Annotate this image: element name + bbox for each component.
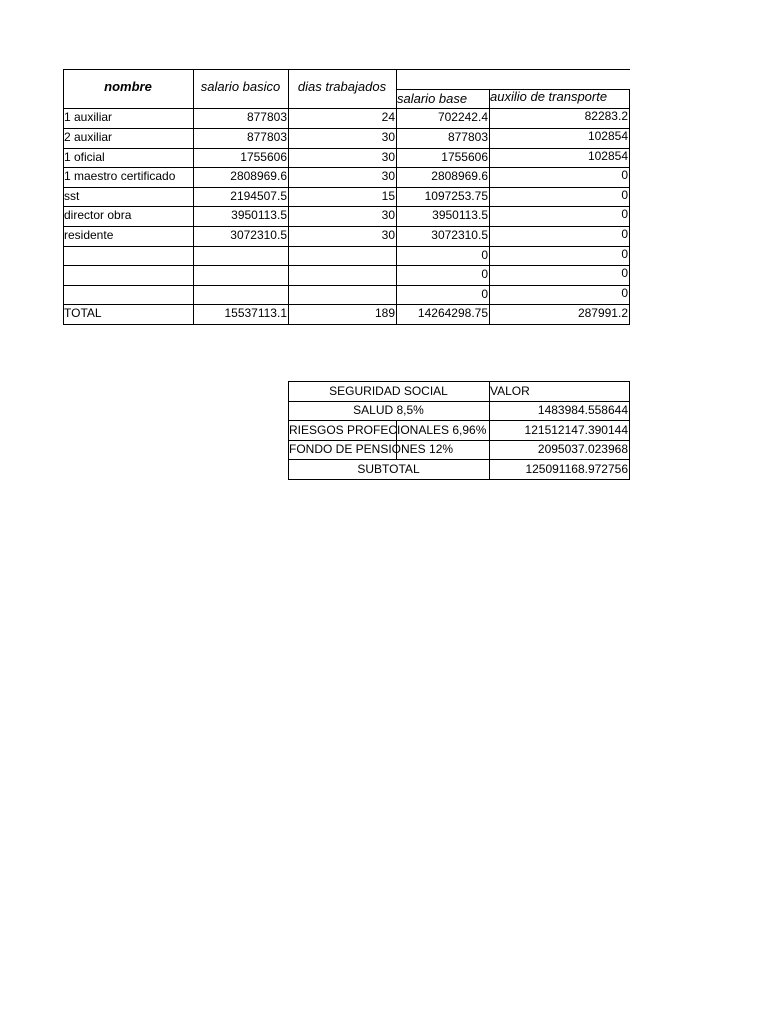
- cell-dias: 15: [381, 189, 395, 203]
- cell-nombre: 1 oficial: [64, 150, 105, 164]
- cell-salario-basico: 2808969.6: [230, 169, 287, 183]
- cell-dias: 30: [381, 169, 395, 183]
- cell-salario-basico: 1755606: [240, 150, 287, 164]
- grid-line: [63, 324, 630, 325]
- total-auxilio: 287991.2: [577, 306, 628, 320]
- cell-salario-basico: 3072310.5: [230, 228, 287, 242]
- header-salario-base: salario base: [397, 91, 468, 106]
- header-dias-trabajados: dias trabajados: [297, 79, 387, 94]
- cell-salario-base: 877803: [447, 130, 488, 144]
- total-label: TOTAL: [64, 306, 102, 320]
- cell-dias: 30: [381, 150, 395, 164]
- pensiones-valor: 2095037.023968: [537, 442, 628, 456]
- salud-valor: 1483984.558644: [537, 403, 628, 417]
- grid-line: [63, 69, 630, 70]
- cell-salario-basico: 877803: [246, 110, 287, 124]
- subtotal-valor: 125091168.972756: [525, 462, 628, 476]
- grid-line: [288, 420, 630, 421]
- cell-dias: 30: [381, 130, 395, 144]
- cell-nombre: residente: [64, 228, 114, 242]
- cell-auxilio: 102854: [587, 149, 628, 163]
- grid-line: [288, 401, 630, 402]
- cell-nombre: director obra: [64, 208, 132, 222]
- header-valor: VALOR: [490, 384, 530, 398]
- cell-nombre: 2 auxiliar: [64, 130, 113, 144]
- grid-line: [629, 381, 630, 479]
- cell-salario-basico: 877803: [246, 130, 287, 144]
- cell-auxilio: 0: [621, 168, 628, 182]
- cell-salario-basico: 2194507.5: [230, 189, 287, 203]
- cell-nombre: sst: [64, 189, 80, 203]
- cell-salario-base: 0: [481, 287, 488, 301]
- subtotal-label: SUBTOTAL: [357, 462, 420, 476]
- header-auxilio-transporte: auxilio de transporte: [490, 89, 608, 104]
- header-seguridad-social: SEGURIDAD SOCIAL: [329, 384, 448, 398]
- cell-nombre: 1 maestro certificado: [64, 169, 176, 183]
- grid-line: [288, 459, 630, 460]
- header-salario-basico: salario basico: [200, 79, 281, 94]
- riesgos-label: RIESGOS PROFECIONALES 6,96%: [289, 423, 487, 437]
- cell-auxilio: 0: [621, 266, 628, 280]
- grid-line: [63, 304, 630, 305]
- cell-salario-base: 3072310.5: [431, 228, 488, 242]
- cell-salario-basico: 3950113.5: [231, 208, 287, 222]
- cell-salario-base: 0: [481, 248, 488, 262]
- cell-nombre: 1 auxiliar: [64, 110, 113, 124]
- grid-line: [288, 440, 630, 441]
- cell-salario-base: 1097253.75: [424, 189, 488, 203]
- cell-auxilio: 0: [621, 207, 628, 221]
- cell-auxilio: 102854: [587, 129, 628, 143]
- grid-line: [629, 89, 630, 324]
- cell-salario-base: 702242.4: [437, 110, 488, 124]
- cell-salario-base: 0: [481, 267, 488, 281]
- total-salario-basico: 15537113.1: [224, 306, 287, 320]
- total-dias: 189: [374, 306, 395, 320]
- cell-dias: 30: [381, 228, 395, 242]
- grid-line: [288, 381, 630, 382]
- cell-auxilio: 0: [621, 286, 628, 300]
- cell-salario-base: 1755606: [441, 150, 488, 164]
- cell-salario-base: 3950113.5: [432, 208, 488, 222]
- header-nombre: nombre: [104, 79, 152, 94]
- cell-auxilio: 0: [621, 188, 628, 202]
- cell-auxilio: 0: [621, 247, 628, 261]
- cell-auxilio: 82283.2: [584, 109, 628, 123]
- cell-dias: 30: [381, 208, 395, 222]
- cell-salario-base: 2808969.6: [431, 169, 488, 183]
- pensiones-label: FONDO DE PENSIONES 12%: [289, 442, 454, 456]
- total-salario-base: 14264298.75: [417, 306, 488, 320]
- salud-label: SALUD 8,5%: [353, 403, 424, 417]
- cell-dias: 24: [381, 110, 395, 124]
- grid-line: [288, 479, 630, 480]
- riesgos-valor: 121512147.390144: [524, 423, 628, 437]
- cell-auxilio: 0: [621, 227, 628, 241]
